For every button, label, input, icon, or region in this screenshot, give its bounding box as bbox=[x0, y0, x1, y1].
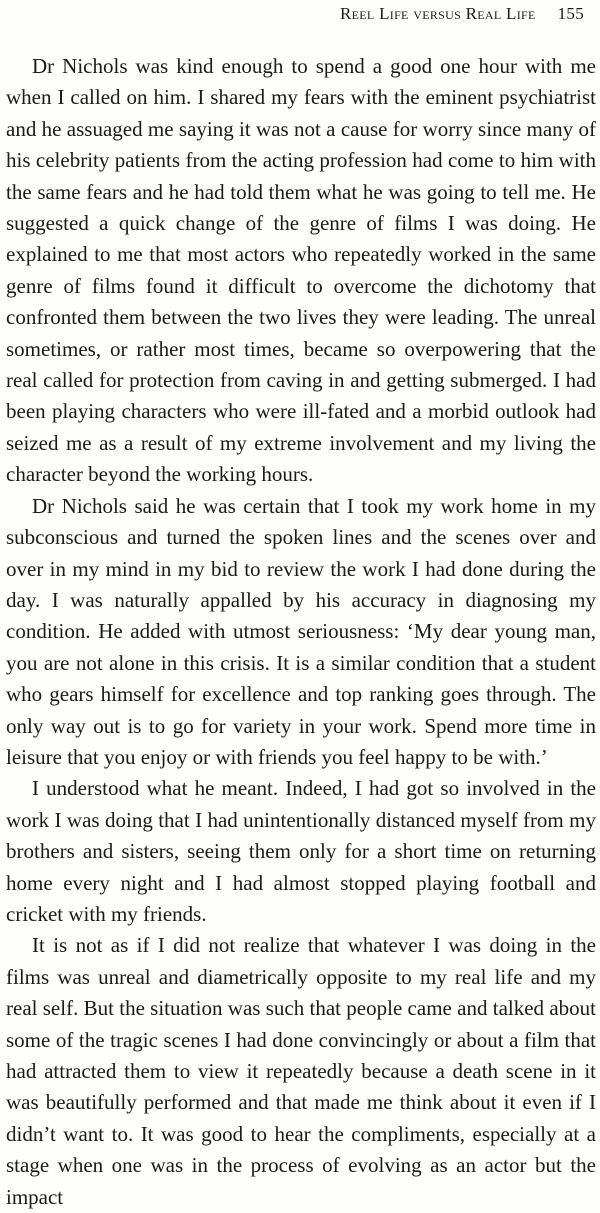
paragraph-2: Dr Nichols said he was certain that I took my work home in my subconscious and turned the spoken lines and the scenes over and over in my mind in my bid to review the work I had done during the day. I was naturally appalled by his accuracy in diagnosing my condition. He added with utmost seriousness: ‘My dear young man, you are not alone in this crisis. It is a similar condition that a student who gears himself for excellence and top ranking goes through. The only way out is to go for variety in your work. Spend more time in leisure that you enjoy or with friends you feel happy to be with.’ bbox=[6, 493, 596, 769]
paragraph-1: Dr Nichols was kind enough to spend a good one hour with me when I called on him. I shared my fears with the eminent psychiatrist and he assuaged me saying it was not a cause for worry since many of his celebrity patients from the acting profession had come to him with the same fears and he had told them what he was going to tell me. He suggested a quick change of the genre of films I was doing. He explained to me that most actors who repeatedly worked in the same genre of films found it difficult to overcome the dichotomy that confronted them between the two lives they were leading. The unreal sometimes, or rather most times, became so overpowering that the real called for protection from caving in and getting submerged. I had been playing characters who were ill-fated and a morbid outlook had seized me as a result of my extreme involvement and my living the character beyond the working hours. bbox=[6, 54, 596, 487]
running-head bbox=[0, 4, 584, 28]
page-number: 155 bbox=[557, 4, 584, 23]
paragraph-3: I understood what he meant. Indeed, I had got so involved in the work I was doing that I had unintentionally distanced myself from my brothers and sisters, seeing them only for a short time on returning home every night and I had almost stopped playing football and cricket with my friends. bbox=[6, 776, 596, 926]
paragraph-4: It is not as if I did not realize that whatever I was doing in the films was unreal and diametrically opposite to my real life and my real self. But the situation was such that people came and talked about some of the tragic scenes I had done convincingly or about a film that had attracted them to view it repeatedly because a death scene in it was beautifully performed and that made me think about it even if I didn’t want to. It was good to hear the compliments, especially at a stage when one was in the process of evolving as an actor but the impact bbox=[6, 933, 596, 1209]
body-text bbox=[6, 51, 596, 1213]
running-title: Reel Life versus Real Life bbox=[340, 4, 536, 23]
